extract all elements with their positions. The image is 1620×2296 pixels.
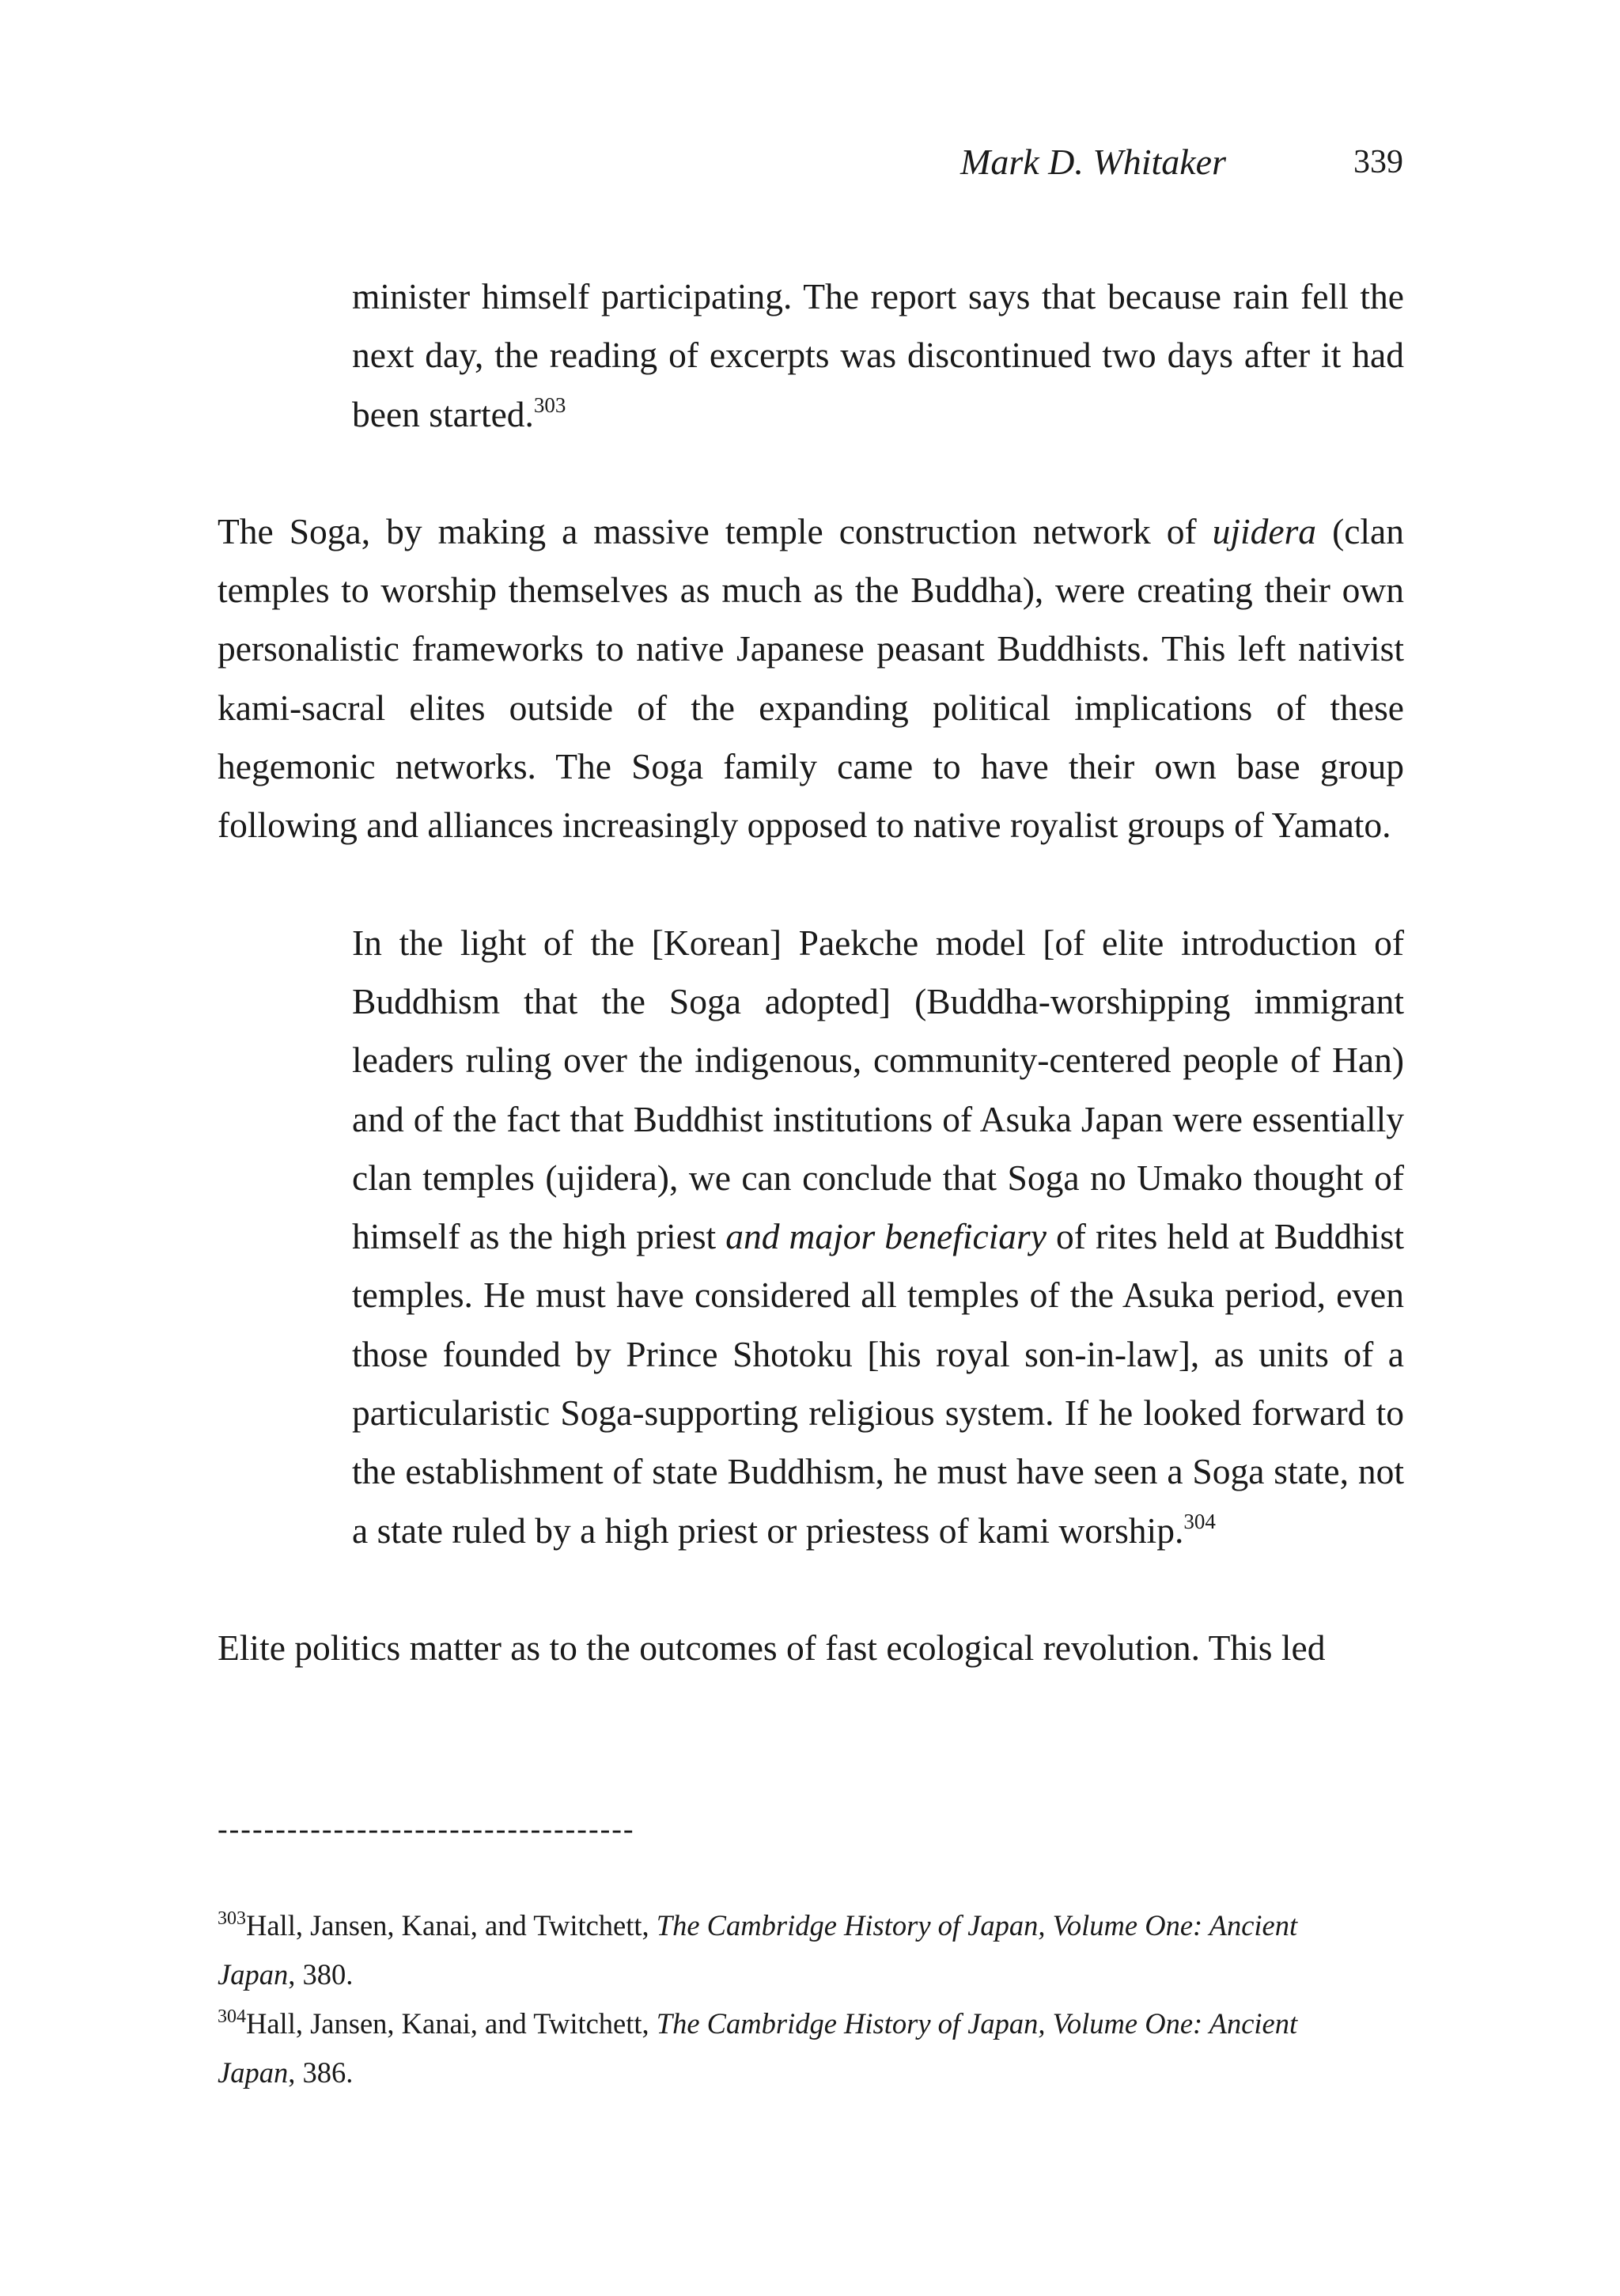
- footnote-page: , 380.: [288, 1958, 354, 1991]
- running-header-author: Mark D. Whitaker: [960, 142, 1226, 182]
- block-quote-1: [352, 267, 1404, 444]
- footnotes: [218, 1901, 1357, 2097]
- footnote-page: , 386.: [288, 2056, 354, 2089]
- footnote-ref-304[interactable]: 304: [1183, 1509, 1216, 1533]
- block-quote-2-italic-phrase: and major beneficiary: [725, 1216, 1047, 1257]
- block-quote-2: [352, 914, 1404, 1560]
- footnote-authors: Hall, Jansen, Kanai, and Twitchett,: [246, 2007, 657, 2040]
- paragraph-1: [218, 502, 1404, 855]
- paragraph-1-italic-term: ujidera: [1212, 510, 1317, 551]
- footnote-number: 303: [218, 1908, 246, 1929]
- footnote-ref-303[interactable]: 303: [533, 392, 566, 417]
- paragraph-2: [218, 1619, 1404, 1677]
- footnote-303: [218, 1901, 1357, 1999]
- block-quote-2-text-start: In the light of the [Korean] Paekche model [of elite introduction of Buddhism that the Soga adopted] (Buddha-worshipping immigrant leaders ruling over the indigenous, community-centered people of Han) and of the fact that Buddhist institutions of Asuka Japan were essentially clan temples (ujidera), we can conclude that Soga no Umako thought of himself as the high priest: [352, 922, 1404, 1257]
- footnote-title: The Cambridge History of Japan, Volume One: Ancient Japan: [218, 1909, 1298, 1991]
- paragraph-2-text: Elite politics matter as to the outcomes of fast ecological revolution. This led: [218, 1627, 1326, 1668]
- block-quote-1-text: minister himself participating. The report says that because rain fell the next day, the reading of excerpts was discontinued two days after it had been started.: [352, 276, 1404, 434]
- running-header: [0, 135, 1620, 190]
- footnote-authors: Hall, Jansen, Kanai, and Twitchett,: [246, 1909, 657, 1942]
- footnote-separator: ------------------------------------: [218, 1813, 635, 1846]
- paragraph-1-text-end: (clan temples to worship themselves as much as the Buddha), were creating their own personalistic frameworks to native Japanese peasant Buddhists. This left nativist kami-sacral elites outside of the expanding political implications of these hegemonic networks. The Soga family came to have their own base group following and alliances increasingly opposed to native royalist groups of Yamato.: [218, 510, 1404, 846]
- block-quote-2-text-end: of rites held at Buddhist temples. He must have considered all temples of the Asuka period, even those founded by Prince Shotoku [his royal son-in-law], as units of a particularistic Soga-supporting religious system. If he looked forward to the establishment of state Buddhism, he must have seen a Soga state, not a state ruled by a high priest or priestess of kami worship.: [352, 1216, 1404, 1551]
- footnote-title: The Cambridge History of Japan, Volume One: Ancient Japan: [218, 2007, 1298, 2089]
- page-number: 339: [1353, 144, 1403, 180]
- paragraph-1-text-start: The Soga, by making a massive temple construction network of: [218, 510, 1213, 551]
- footnote-number: 304: [218, 2006, 246, 2027]
- page-body: [218, 267, 1404, 1677]
- footnote-304: [218, 1999, 1357, 2097]
